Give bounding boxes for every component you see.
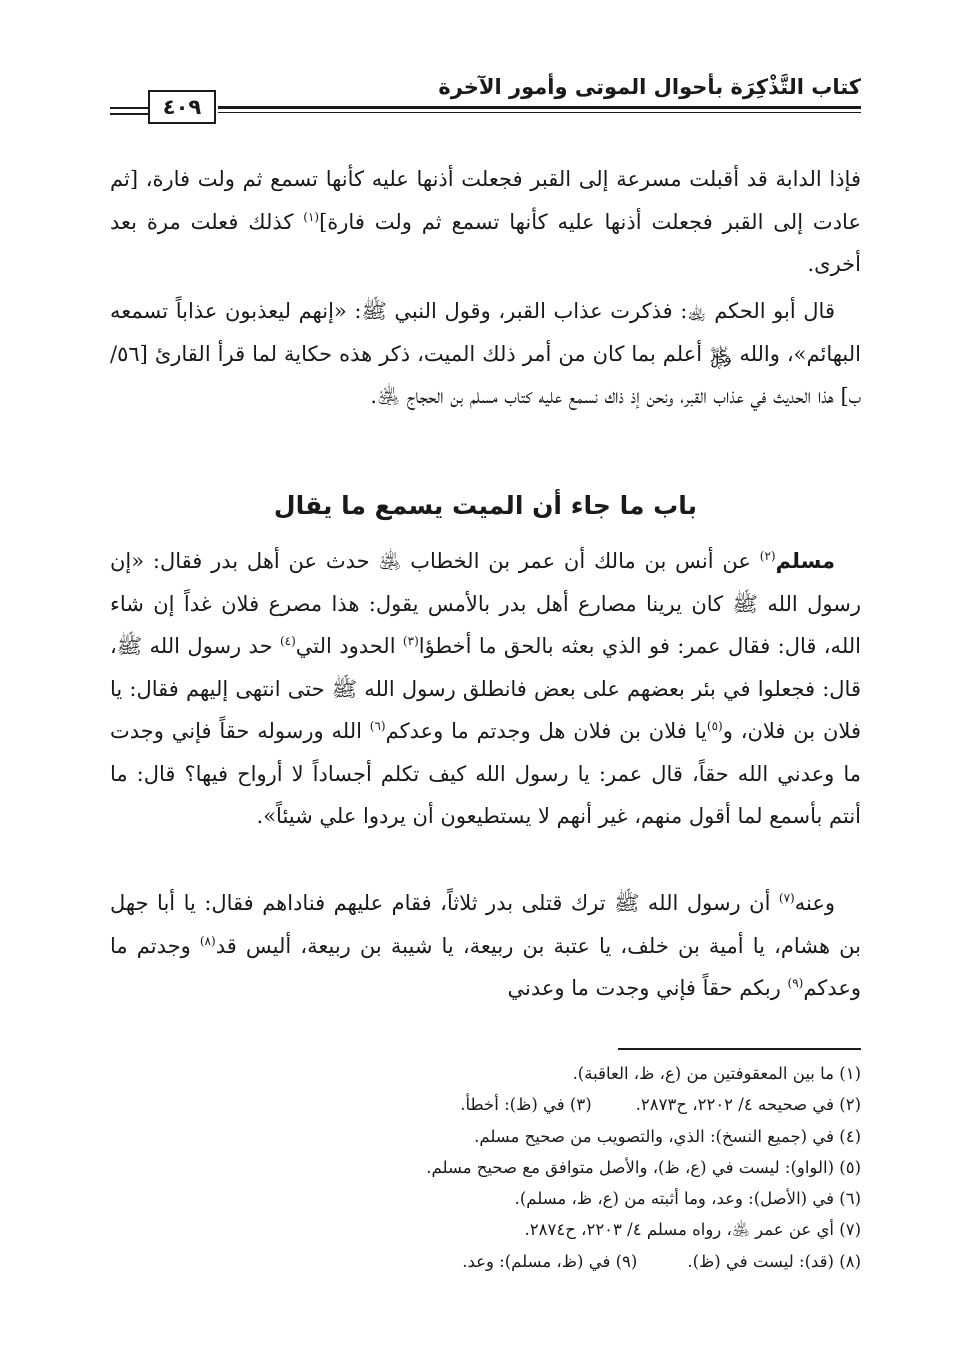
paragraph-3-part-d: يا فلان بن فلان هل وجدتم ما وعدكم	[385, 719, 707, 743]
page-number: ٤٠٩	[148, 90, 216, 124]
header-rule-left-bottom	[110, 113, 148, 115]
running-title: كتاب التَّذْكِرَة بأحوال الموتى وأمور الآخرة	[438, 75, 861, 99]
paragraph-4-part-d: ربكم حقاً فإني وجدت ما وعدني	[507, 976, 788, 1000]
source-name: مسلم	[775, 549, 835, 573]
footnote-ref-8: (٨)	[199, 933, 216, 948]
paragraph-2	[110, 290, 861, 418]
footnote-6: (٦) في (الأصل): وعد، وما أثبته من (ع، ظ، مسلم).	[514, 1189, 861, 1209]
footnote-7: (٧) أي عن عمر ﵁، رواه مسلم ٤/ ٢٢٠٣، ح٢٨٧٤.	[524, 1220, 861, 1240]
paragraph-3-part-a: عن أنس بن مالك أن عمر بن الخطاب ﵁ حدث عن أهل بدر فقال: «إن رسول الله ﷺ كان يرينا مصارع أهل بدر بالأمس يقول: هذا مصرع فلان غداً إن شاء الله، قال: فقال عمر: فو الذي بعثه بالحق ما أخطؤا	[110, 549, 862, 658]
paragraph-4-part-c: وجدتم ما وعدكم	[110, 933, 861, 1000]
footnote-4: (٤) في (جميع النسخ): الذي، والتصويب من صحيح مسلم.	[474, 1126, 861, 1146]
footnote-ref-3: (٣)	[402, 634, 419, 648]
footnote-ref-7: (٧)	[778, 891, 795, 905]
paragraph-4-part-a: وعنه	[794, 891, 835, 915]
footnote-9: (٩) في (ظ، مسلم): وعد.	[462, 1251, 638, 1271]
paragraph-1	[110, 158, 861, 286]
header-rule-thin	[218, 112, 861, 113]
footnote-row-8-9	[180, 1246, 861, 1277]
footnote-5: (٥) (الواو): ليست في (ع، ظ)، والأصل متوافق مع صحيح مسلم.	[426, 1157, 861, 1177]
footnotes	[180, 1058, 861, 1277]
footnote-1: (١) ما بين المعقوفتين من (ع، ظ، العاقبة).	[572, 1064, 861, 1083]
paragraph-4-part-b: أن رسول الله ﷺ ترك قتلى بدر ثلاثاً، فقام عليهم فناداهم فقال: يا أبا جهل بن هشام، يا أمية بن خلف، يا عتبة بن ربيعة، يا شيبة بن ربيعة، أليس قد	[110, 891, 862, 958]
footnote-ref-4: (٤)	[279, 634, 296, 648]
paragraph-1-tail: كذلك فعلت مرة بعد أخرى.	[110, 209, 861, 276]
footnote-ref-5: (٥)	[706, 719, 723, 733]
footnote-separator	[618, 1048, 861, 1050]
footnote-2: (٢) في صحيحه ٤/ ٢٢٠٢، ح٢٨٧٣.	[635, 1095, 861, 1115]
paragraph-4	[110, 882, 861, 1010]
paragraph-2-text: قال أبو الحكم ﵀: فذكرت عذاب القبر، وقول النبي ﷺ: «إنهم ليعذبون عذاباً تسمعه البهائم»، والله ﷿ أعلم بما كان من أمر ذلك الميت، ذكر هذه حكاية لما قرأ القارئ [٥٦/ب] هذا الحديث في عذاب القبر، ونحن إذ ذاك نسمع عليه كتاب مسلم بن الحجاج ﵁.	[110, 299, 861, 408]
footnote-ref-6: (٦)	[369, 719, 386, 733]
paragraph-1-text: فإذا الدابة قد أقبلت مسرعة إلى القبر فجعلت أذنها عليه كأنها تسمع ثم ولت فارة، [ثم عادت إلى القبر فجعلت أذنها عليه كأنها تسمع ثم ولت فارة]	[110, 167, 861, 234]
footnote-row-2-3	[180, 1089, 861, 1120]
paragraph-3-part-c: حد رسول الله ﷺ، قال: فجعلوا في بئر بعضهم على بعض فانطلق رسول الله ﷺ حتى انتهى إليهم فقال: يا فلان بن فلان، و	[110, 634, 861, 743]
header-rule-left-top	[110, 107, 148, 109]
footnote-ref-9: (٩)	[787, 976, 804, 990]
paragraph-3-part-e: الله ورسوله حقاً فإني وجدت ما وعدني الله حقاً، قال عمر: يا رسول الله كيف تكلم أجساداً لا أرواح فيها؟ قال: ما أنتم بأسمع لما أقول منهم، غير أنهم لا يستطيعون أن يردوا علي شيئاً».	[110, 719, 861, 828]
header-rule-thick	[218, 106, 861, 109]
footnote-ref-2: (٢)	[759, 549, 776, 563]
chapter-heading: باب ما جاء أن الميت يسمع ما يقال	[273, 491, 698, 520]
footnote-8: (٨) (قد): ليست في (ظ).	[687, 1251, 861, 1271]
footnote-ref-1: (١)	[303, 209, 320, 224]
paragraph-3	[110, 540, 861, 838]
footnote-3: (٣) في (ظ): أخطأ.	[460, 1095, 592, 1115]
paragraph-3-part-b: الحدود التي	[295, 634, 403, 658]
